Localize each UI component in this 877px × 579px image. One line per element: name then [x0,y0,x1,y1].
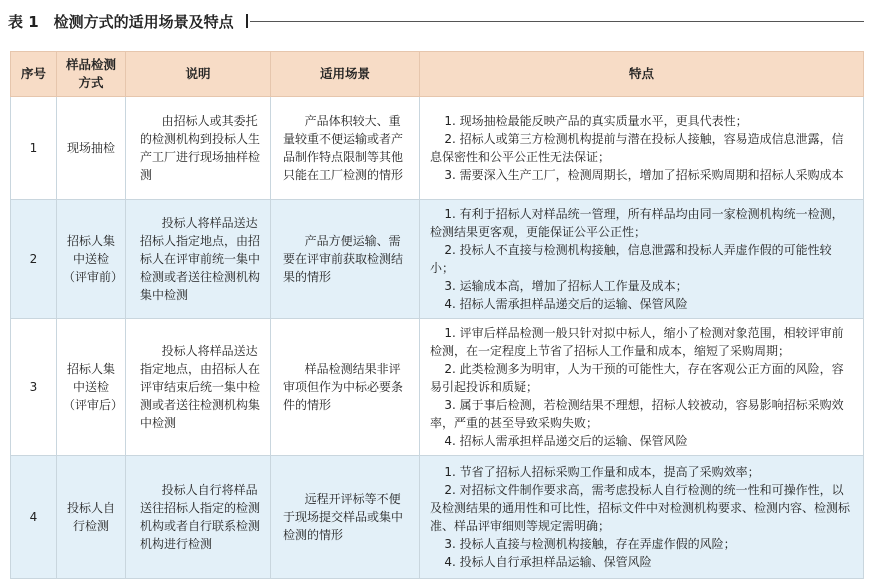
row-description: 由招标人或其委托的检测机构到投标人生产工厂进行现场抽样检测 [126,97,271,200]
feature-item: 3. 运输成本高，增加了招标人工作量及成本； [444,279,688,293]
row-features [420,319,864,456]
header-method: 样品检测方式 [57,52,126,97]
row-method: 招标人集中送检（评审后） [57,319,126,456]
row-scene: 产品体积较大、重量较重不便运输或者产品制作特点限制等其他只能在工厂检测的情形 [271,97,420,200]
row-description: 投标人将样品送达指定地点，由招标人在评审结束后统一集中检测或者送往检测机构集中检测 [126,319,271,456]
row-number: 2 [11,200,57,319]
feature-item: 1. 评审后样品检测一般只针对拟中标人，缩小了检测对象范围，相较评审前检测，在一定程度上节省了招标人工作量和成本，缩短了采购周期； [430,326,844,358]
table-title: 表 1 检测方式的适用场景及特点 [8,12,234,31]
row-scene: 样品检测结果非评审项但作为中标必要条件的情形 [271,319,420,456]
table-header-row [11,52,864,97]
row-features [420,200,864,319]
table-row [11,200,864,319]
row-method: 招标人集中送检（评审前） [57,200,126,319]
feature-item: 3. 投标人直接与检测机构接触，存在弄虚作假的风险； [444,537,736,551]
row-scene: 远程开评标等不便于现场提交样品或集中检测的情形 [271,456,420,579]
feature-item: 2. 招标人或第三方检测机构提前与潜在投标人接触，容易造成信息泄露，信息保密性和公平公正性无法保证； [430,132,844,164]
row-number: 3 [11,319,57,456]
title-separator [246,14,248,28]
row-number: 1 [11,97,57,200]
row-scene: 产品方便运输、需要在评审前获取检测结果的情形 [271,200,420,319]
row-method: 现场抽检 [57,97,126,200]
row-description: 投标人自行将样品送往招标人指定的检测机构或者自行联系检测机构进行检测 [126,456,271,579]
header-desc: 说明 [126,52,271,97]
title-rule [250,21,864,22]
feature-item: 1. 有利于招标人对样品统一管理，所有样品均由同一家检测机构统一检测，检测结果更客观，更能保证公平公正性； [430,207,844,239]
feature-item: 3. 需要深入生产工厂，检测周期长，增加了招标采购周期和招标人采购成本 [444,168,844,182]
header-no: 序号 [11,52,57,97]
feature-item: 1. 节省了招标人招标采购工作量和成本，提高了采购效率； [444,465,760,479]
table-row [11,319,864,456]
row-description: 投标人将样品送达招标人指定地点，由招标人在评审前统一集中检测或者送往检测机构集中检测 [126,200,271,319]
table-row [11,97,864,200]
table-row [11,456,864,579]
row-features [420,97,864,200]
feature-item: 2. 对招标文件制作要求高，需考虑投标人自行检测的统一性和可操作性，以及检测结果的通用性和可比性，招标文件中对检测机构要求、检测内容、检测标准、样品评审细则等规定需明确； [430,483,851,533]
feature-item: 2. 此类检测多为明审，人为干预的可能性大，存在客观公正方面的风险，容易引起投诉和质疑； [430,362,844,394]
table-title-bar [8,8,864,34]
row-method: 投标人自行检测 [57,456,126,579]
feature-item: 2. 投标人不直接与检测机构接触，信息泄露和投标人弄虚作假的可能性较小； [430,243,832,275]
feature-item: 4. 招标人需承担样品递交后的运输、保管风险 [444,297,688,311]
row-number: 4 [11,456,57,579]
header-feature: 特点 [420,52,864,97]
feature-item: 1. 现场抽检最能反映产品的真实质量水平，更具代表性； [444,114,748,128]
detection-methods-table [10,51,864,579]
header-scene: 适用场景 [271,52,420,97]
feature-item: 3. 属于事后检测，若检测结果不理想，招标人较被动，容易影响招标采购效率，严重的甚至导致采购失败； [430,398,844,430]
feature-item: 4. 招标人需承担样品递交后的运输、保管风险 [444,434,688,448]
row-features [420,456,864,579]
feature-item: 4. 投标人自行承担样品运输、保管风险 [444,555,652,569]
